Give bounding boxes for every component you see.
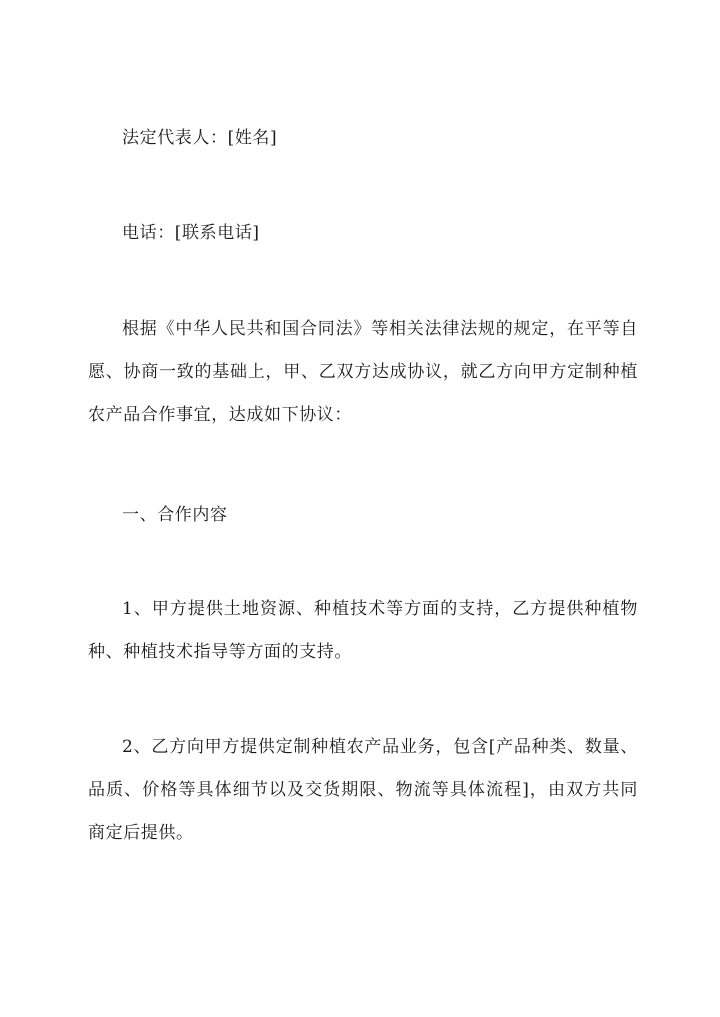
legal-basis-paragraph: 根据《中华人民共和国合同法》等相关法律法规的规定，在平等自愿、协商一致的基础上，甲、乙双方达成协议，就乙方向甲方定制种植农产品合作事宜，达成如下协议： (88, 319, 638, 425)
legal-representative-line: 法定代表人：[姓名] (122, 128, 278, 148)
section-heading-cooperation-content: 一、合作内容 (122, 505, 228, 525)
phone-line: 电话：[联系电话] (122, 223, 260, 243)
clause-item-2: 2、乙方向甲方提供定制种植农产品业务，包含[产品种类、数量、品质、价格等具体细节以及交货期限、物流等具体流程]，由双方共同商定后提供。 (88, 737, 638, 843)
clause-item-1: 1、甲方提供土地资源、种植技术等方面的支持，乙方提供种植物种、种植技术指导等方面的支持。 (88, 599, 638, 662)
